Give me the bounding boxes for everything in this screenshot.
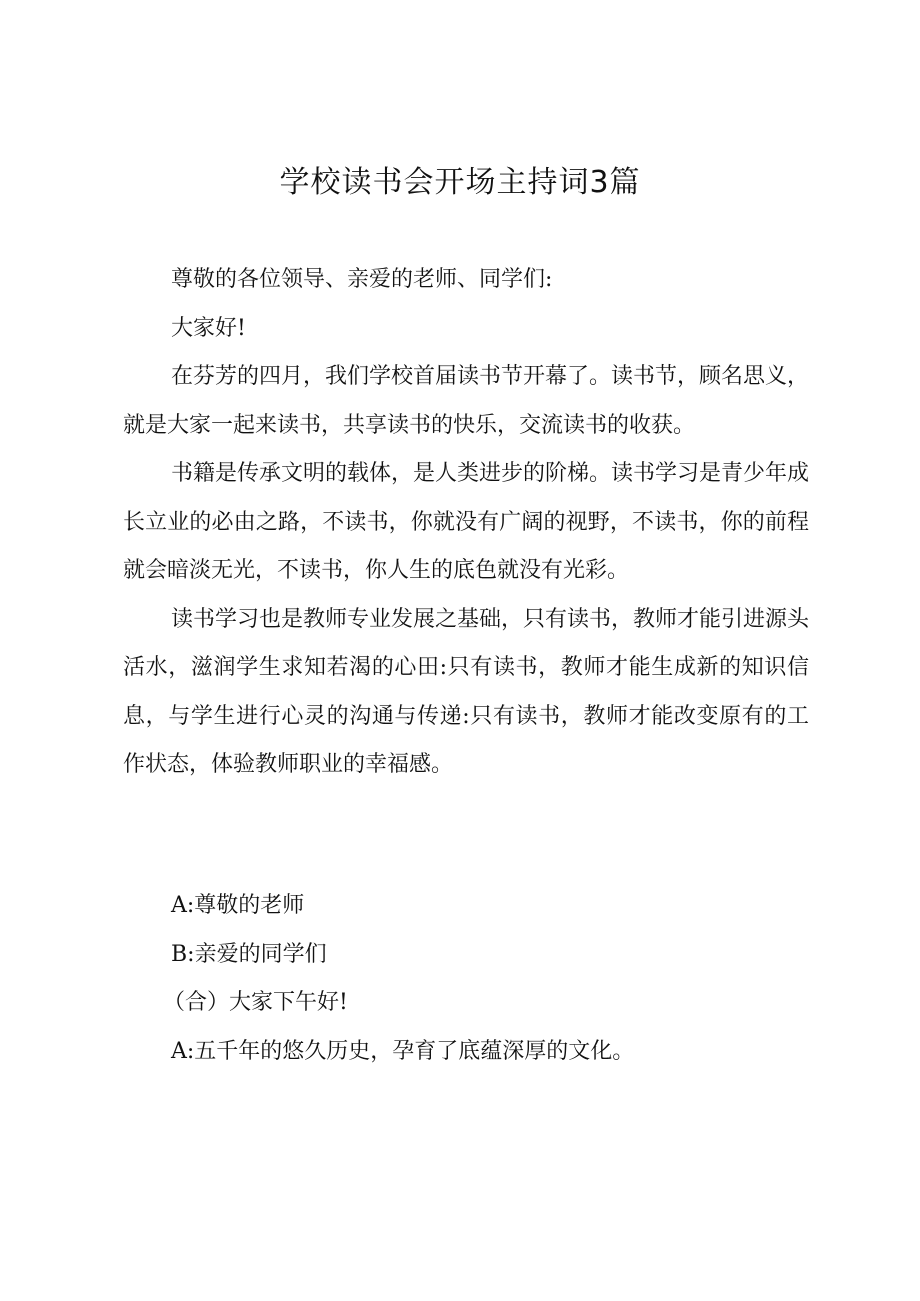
- section-opening-speech: [123, 256, 809, 790]
- dialogue-line: B:亲爱的同学们: [171, 941, 327, 967]
- body-paragraph: 读书学习也是教师专业发展之基础，只有读书，教师才能引进源头活水，滋润学生求知若渴的心田:只有读书，教师才能生成新的知识信息，与学生进行心灵的沟通与传递:只有读书，教师才能改变原有的工作状态，体验教师职业的幸福感。: [123, 606, 810, 777]
- section-dialogue: [123, 882, 809, 1076]
- salutation-paragraph: 尊敬的各位领导、亲爱的老师、同学们:: [171, 267, 553, 292]
- body-paragraph: 书籍是传承文明的载体，是人类进步的阶梯。读书学习是青少年成长立业的必由之路，不读书，你就没有广阔的视野，不读书，你的前程就会暗淡无光，不读书，你人生的底色就没有光彩。: [123, 461, 810, 583]
- document-title: 学校读书会开场主持词3篇: [279, 165, 641, 200]
- dialogue-line: A:五千年的悠久历史，孕育了底蕴深厚的文化。: [171, 1038, 635, 1064]
- greeting-paragraph: 大家好!: [171, 315, 246, 341]
- body-paragraph: 在芬芳的四月，我们学校首届读书节开幕了。读书节，顾名思义，就是大家一起来读书，共享读书的快乐，交流读书的收获。: [123, 364, 810, 438]
- dialogue-line: A:尊敬的老师: [171, 893, 305, 918]
- dialogue-line: （合）大家下午好!: [163, 990, 348, 1015]
